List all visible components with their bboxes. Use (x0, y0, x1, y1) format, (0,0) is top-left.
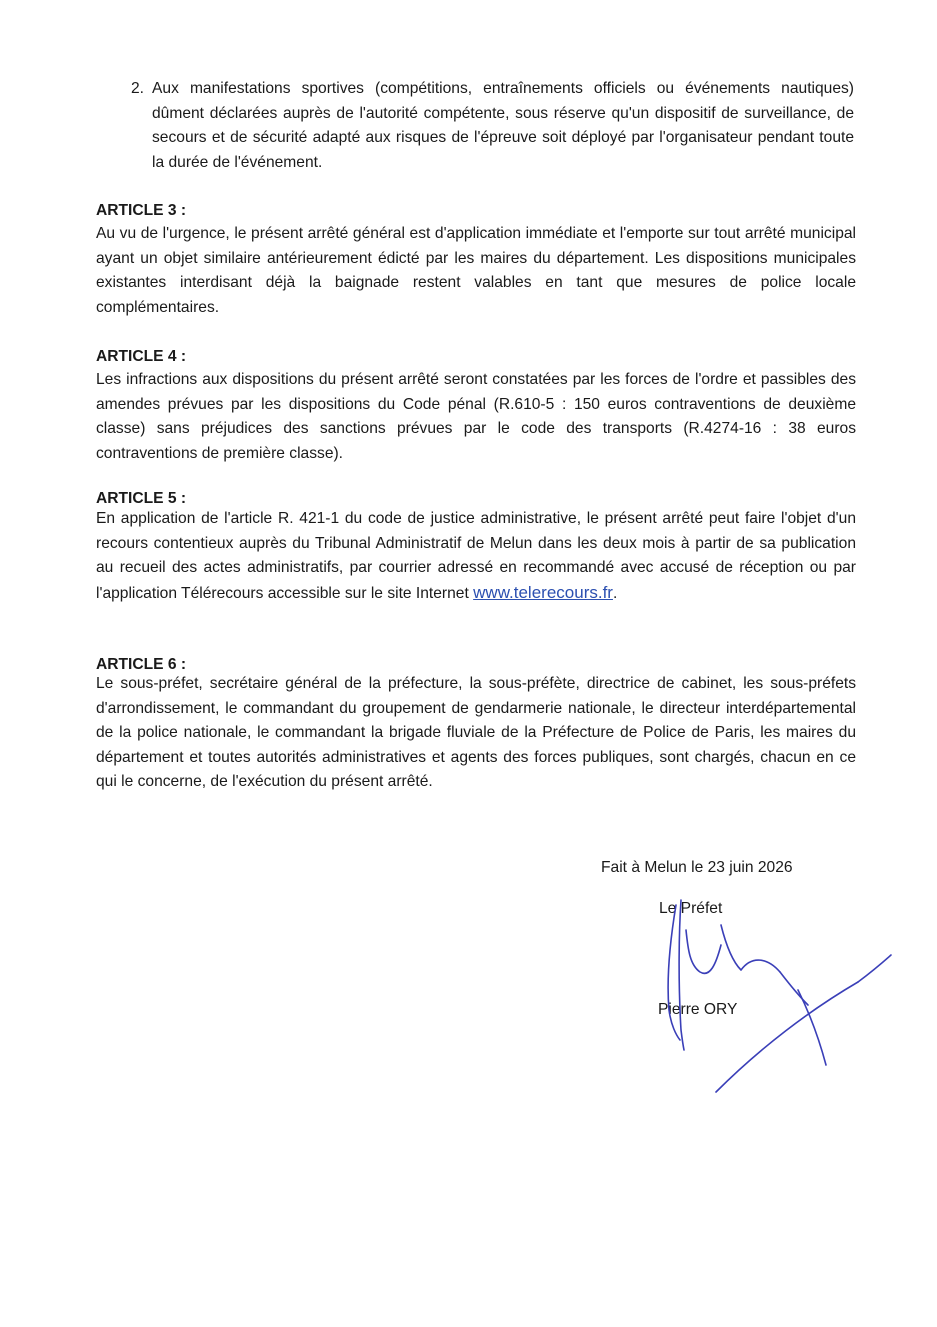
article-6-text: Le sous-préfet, secrétaire général de la préfecture, la sous-préfète, directrice de cabinet, les sous-préfets d'arrondissement, le commandant du groupement de gendarmerie nationale, le directeur interdépartemental de la police nationale, le commandant la brigade fluviale de la Préfecture de Police de Paris, les maires du département et toutes autorités administratives et agents des forces publiques, sont chargés, chacun en ce qui le concerne, de l'exécution du présent arrêté. (96, 675, 856, 790)
article-5-heading: ARTICLE 5 : (96, 490, 187, 507)
article-5-body: En application de l'article R. 421-1 du code de justice administrative, le présent arrêté peut faire l'objet d'un recours contentieux auprès du Tribunal Administratif de Melun dans les deux mois à partir de sa publication au recueil des actes administratifs, par courrier adressé en recommandé avec accusé de réception ou par l'application Télérecours accessible sur le site Internet (96, 510, 856, 602)
article-4-heading: ARTICLE 4 : (96, 348, 187, 365)
article-4-text: Les infractions aux dispositions du présent arrêté seront constatées par les forces de l'ordre et passibles des amendes prévues par les dispositions du Code pénal (R.610-5 : 150 euros contraventions de deuxième classe) sans préjudices des sanctions prévues par le code des transports (R.4274-16 : 38 euros contraventions de première classe). (96, 371, 856, 462)
signatory-name: Pierre ORY (658, 1001, 738, 1018)
telerecours-link[interactable]: www.telerecours.fr (473, 582, 613, 602)
list-item-number: 2. (131, 80, 145, 97)
article-3-text: Au vu de l'urgence, le présent arrêté général est d'application immédiate et l'emporte sur tout arrêté municipal ayant un objet similaire antérieurement édicté par les maires du département. Les dispositions municipales existantes interdisant déjà la baignade restent valables en tant que mesures de police locale complémentaires. (96, 225, 856, 316)
article-3-heading: ARTICLE 3 : (96, 202, 187, 219)
list-item-text: Aux manifestations sportives (compétitions, entraînements officiels ou événements nautiques) dûment déclarées auprès de l'autorité compétente, sous réserve qu'un dispositif de surveillance, de secours et de sécurité adapté aux risques de l'épreuve soit déployé par l'organisateur pendant toute la durée de l'événement. (152, 80, 854, 171)
article-6-heading: ARTICLE 6 : (96, 656, 187, 673)
article-5-period: . (612, 584, 618, 602)
place-date: Fait à Melun le 23 juin 2026 (601, 859, 793, 876)
signatory-role: Le Préfet (659, 900, 723, 917)
